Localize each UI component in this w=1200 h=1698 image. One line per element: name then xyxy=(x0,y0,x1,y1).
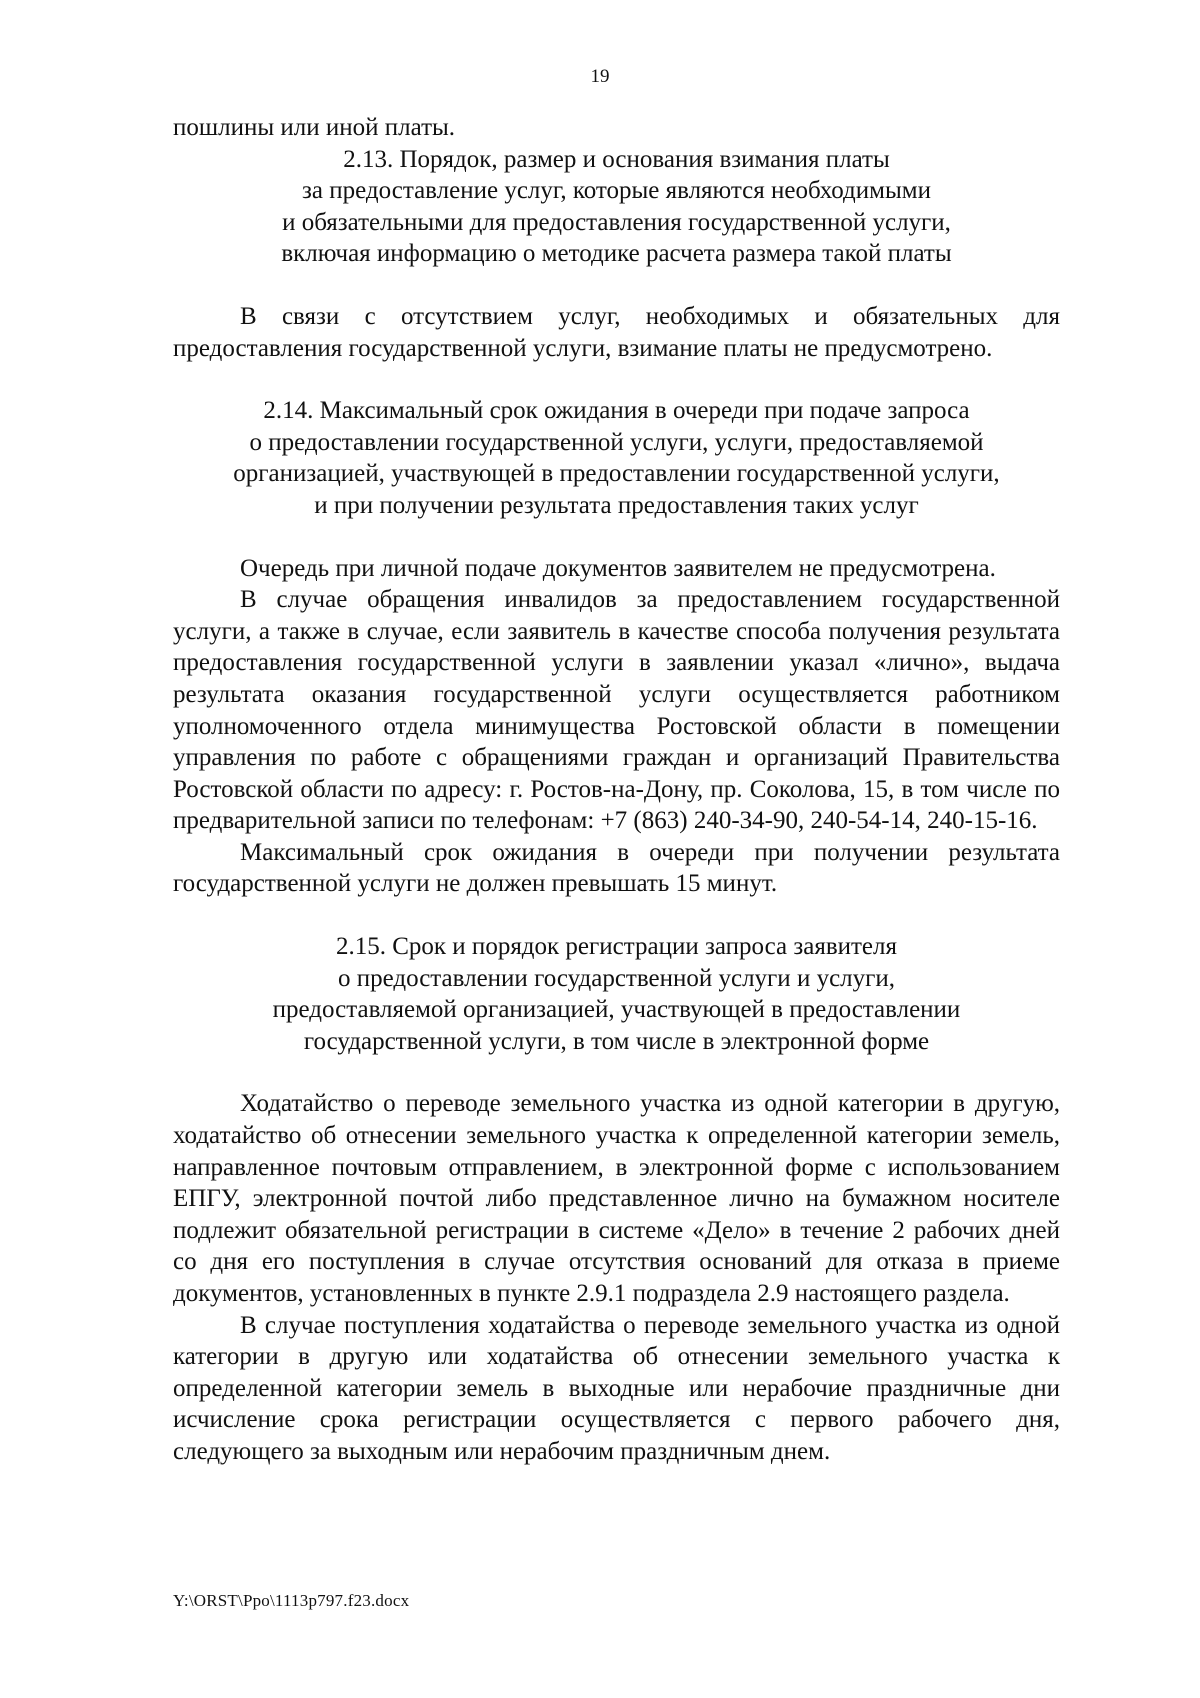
heading-line: о предоставлении государственной услуги и услуги, xyxy=(337,964,896,992)
heading-line: включая информацию о методике расчета размера такой платы xyxy=(281,240,952,268)
intro-line: пошлины или иной платы. xyxy=(173,114,456,141)
section-2-14-heading xyxy=(173,395,1060,521)
heading-line: и обязательными для предоставления государственной услуги, xyxy=(282,208,951,236)
section-2-14-paragraph: В случае обращения инвалидов за предоставлением государственной услуги, а также в случае, если заявитель в качестве способа получения результата предоставления государственной услуги в заявлении указал «лично», выдача результата оказания государственной услуги осуществляется работником уполномоченного отдела минимущества Ростовской области в помещении управления по работе с обращениями граждан и организаций Правительства Ростовской области по адресу: г. Ростов-на-Дону, пр. Соколова, 15, в том числе по предварительной записи по телефонам: +7 (863) 240-34-90, 240-54-14, 240-15-16. xyxy=(173,586,1060,835)
heading-line: за предоставление услуг, которые являются необходимыми xyxy=(302,177,931,205)
section-2-13-paragraph: В связи с отсутствием услуг, необходимых и обязательных для предоставления государственной услуги, взимание платы не предусмотрено. xyxy=(173,302,1060,362)
heading-line: 2.13. Порядок, размер и основания взимания платы xyxy=(343,145,890,173)
section-2-15-heading xyxy=(173,931,1060,1057)
section-2-15-paragraph: Ходатайство о переводе земельного участка из одной категории в другую, ходатайство об отнесении земельного участка к определенной категории земель, направленное почтовым отправлением, в электронной форме с использованием ЕПГУ, электронной почтой либо представленное лично на бумажном носителе подлежит обязательной регистрации в системе «Дело» в течение 2 рабочих дней со дня его поступления в случае отсутствия оснований для отказа в приеме документов, установленных в пункте 2.9.1 подраздела 2.9 настоящего раздела. xyxy=(173,1090,1060,1307)
heading-line: государственной услуги, в том числе в электронной форме xyxy=(303,1027,930,1055)
heading-line: о предоставлении государственной услуги, услуги, предоставляемой xyxy=(249,428,984,456)
page-number: 19 xyxy=(590,66,610,87)
section-2-13-heading xyxy=(173,144,1060,270)
heading-line: 2.14. Максимальный срок ожидания в очереди при подаче запроса xyxy=(263,397,970,425)
heading-line: 2.15. Срок и порядок регистрации запроса заявителя xyxy=(335,933,898,961)
section-2-15-paragraph: В случае поступления ходатайства о переводе земельного участка из одной категории в другую или ходатайства об отнесении земельного участка к определенной категории земель в выходные или нерабочие праздничные дни исчисление срока регистрации осуществляется с первого рабочего дня, следующего за выходным или нерабочим праздничным днем. xyxy=(173,1311,1060,1465)
section-2-14-paragraph: Очередь при личной подаче документов заявителем не предусмотрена. xyxy=(240,554,996,582)
heading-line: и при получении результата предоставления таких услуг xyxy=(314,491,919,519)
document-body xyxy=(173,112,1060,1468)
heading-line: предоставляемой организацией, участвующей в предоставлении xyxy=(272,996,961,1024)
heading-line: организацией, участвующей в предоставлении государственной услуги, xyxy=(233,460,1000,488)
footer-file-path: Y:\ORST\Ppo\1113p797.f23.docx xyxy=(173,1591,410,1610)
section-2-14-paragraph: Максимальный срок ожидания в очереди при получении результата государственной услуги не должен превышать 15 минут. xyxy=(173,838,1060,898)
